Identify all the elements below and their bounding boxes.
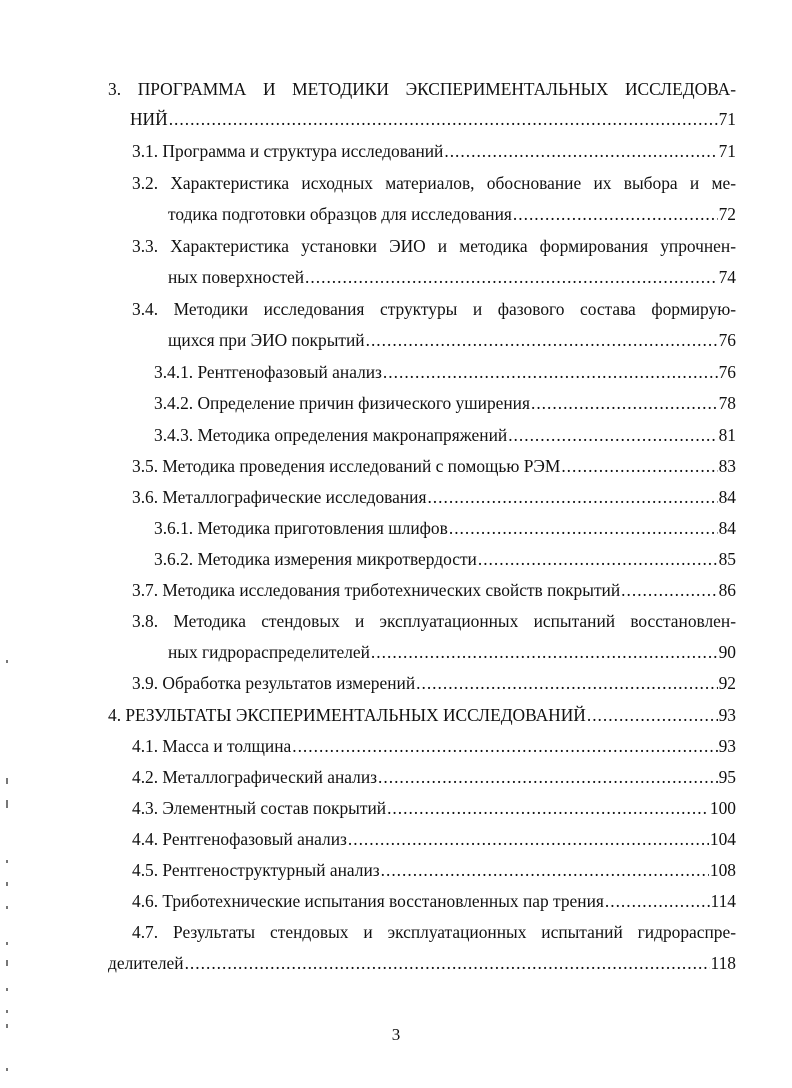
toc-entry-3-4-1 bbox=[154, 361, 736, 383]
toc-entry-text: 4.2. Металлографический анализ bbox=[132, 767, 378, 787]
toc-entry-4-2 bbox=[132, 766, 736, 788]
toc-entry-text: 3.4.3. Методика определения макронапряжений bbox=[154, 425, 508, 445]
toc-page-number: 81 bbox=[718, 425, 736, 445]
toc-entry-text: 4.6. Триботехнические испытания восстановленных пар трения bbox=[132, 891, 604, 911]
toc-entry-text: 3.9. Обработка результатов измерений bbox=[132, 673, 416, 693]
toc-entry-4-3 bbox=[132, 797, 736, 819]
toc-entry-4-1 bbox=[132, 735, 736, 757]
toc-page-number: 72 bbox=[718, 204, 736, 224]
dot-leader bbox=[605, 890, 710, 912]
toc-entry-text: 4.1. Масса и толщина bbox=[132, 736, 292, 756]
toc-page-number: 78 bbox=[718, 393, 736, 413]
dot-leader bbox=[449, 517, 718, 539]
dot-leader bbox=[292, 735, 717, 757]
toc-page-number: 93 bbox=[718, 705, 736, 725]
dot-leader bbox=[587, 704, 718, 726]
toc-entry-text: 3.1. Программа и структура исследований bbox=[132, 141, 444, 161]
toc-entry-3-line1: 3. ПРОГРАММА И МЕТОДИКИ ЭКСПЕРИМЕНТАЛЬНЫХ ИССЛЕДОВА- bbox=[108, 79, 736, 99]
dot-leader bbox=[381, 859, 709, 881]
scan-margin-marks bbox=[2, 660, 14, 1080]
toc-entry-3-6 bbox=[132, 486, 736, 508]
dot-leader bbox=[305, 266, 718, 288]
dot-leader bbox=[416, 672, 717, 694]
toc-page-number: 74 bbox=[718, 267, 736, 287]
toc-entry-text: 3.4.2. Определение причин физического уширения bbox=[154, 393, 530, 413]
toc-page-number: 76 bbox=[718, 362, 736, 382]
toc-entry-text: 4.4. Рентгенофазовый анализ bbox=[132, 829, 347, 849]
toc-entry-text: делителей bbox=[108, 953, 184, 973]
toc-entry-4-7 bbox=[108, 952, 736, 974]
toc-entry-4-6 bbox=[132, 890, 736, 912]
dot-leader bbox=[531, 392, 718, 414]
toc-entry-text: 4.3. Элементный состав покрытий bbox=[132, 798, 387, 818]
toc-page-number: 95 bbox=[718, 767, 736, 787]
toc-entry-text: тодика подготовки образцов для исследования bbox=[168, 204, 512, 224]
toc-entry-text: 4.5. Рентгеноструктурный анализ bbox=[132, 860, 380, 880]
dot-leader bbox=[371, 641, 718, 663]
dot-leader bbox=[621, 579, 717, 601]
toc-page-number: 114 bbox=[710, 891, 736, 911]
dot-leader bbox=[508, 424, 717, 446]
dot-leader bbox=[561, 455, 717, 477]
toc-entry-text: 3.6.2. Методика измерения микротвердости bbox=[154, 549, 477, 569]
toc-entry-3-4-2 bbox=[154, 392, 736, 414]
toc-page-number: 92 bbox=[718, 673, 736, 693]
toc-entry-text: ных поверхностей bbox=[168, 267, 305, 287]
toc-page-number: 71 bbox=[718, 109, 736, 129]
toc-entry-3-8-line1: 3.8. Методика стендовых и эксплуатационных испытаний восстановлен- bbox=[132, 611, 736, 631]
toc-page-number: 83 bbox=[718, 456, 736, 476]
toc-entry-text: ных гидрораспределителей bbox=[168, 642, 370, 662]
toc-page-number: 90 bbox=[718, 642, 736, 662]
toc-entry-3-8 bbox=[168, 641, 736, 663]
toc-entry-text: 3.7. Методика исследования триботехнических свойств покрытий bbox=[132, 580, 621, 600]
toc-entry-3-4 bbox=[168, 329, 736, 351]
toc-entry-3-5 bbox=[132, 455, 736, 477]
toc-page-number: 93 bbox=[718, 736, 736, 756]
toc-page-number: 71 bbox=[718, 141, 736, 161]
toc-entry-3 bbox=[130, 108, 736, 130]
dot-leader bbox=[185, 952, 710, 974]
dot-leader bbox=[348, 828, 709, 850]
toc-entry-4 bbox=[108, 704, 736, 726]
dot-leader bbox=[383, 361, 718, 383]
toc-entry-4-4 bbox=[132, 828, 736, 850]
toc-entry-3-6-1 bbox=[154, 517, 736, 539]
toc-entry-text: щихся при ЭИО покрытий bbox=[168, 330, 365, 350]
dot-leader bbox=[169, 108, 718, 130]
toc-entry-3-3 bbox=[168, 266, 736, 288]
toc-entry-3-2 bbox=[168, 203, 736, 225]
toc-entry-3-6-2 bbox=[154, 548, 736, 570]
toc-page-number: 108 bbox=[709, 860, 736, 880]
toc-page-number: 118 bbox=[710, 953, 736, 973]
toc-entry-4-7-line1: 4.7. Результаты стендовых и эксплуатационных испытаний гидрораспре- bbox=[132, 922, 736, 942]
toc-entry-3-1 bbox=[132, 140, 736, 162]
toc-entry-4-5 bbox=[132, 859, 736, 881]
toc-entry-3-7 bbox=[132, 579, 736, 601]
toc-page-number: 84 bbox=[718, 487, 736, 507]
toc-entry-text: 3.6.1. Методика приготовления шлифов bbox=[154, 518, 448, 538]
toc-page-number: 86 bbox=[718, 580, 736, 600]
toc-entry-3-4-3 bbox=[154, 424, 736, 446]
toc-entry-3-4-line1: 3.4. Методики исследования структуры и фазового состава формирую- bbox=[132, 299, 736, 319]
dot-leader bbox=[444, 140, 717, 162]
toc-page-number: 104 bbox=[709, 829, 736, 849]
toc-entry-3-3-line1: 3.3. Характеристика установки ЭИО и методика формирования упрочнен- bbox=[132, 236, 736, 256]
dot-leader bbox=[387, 797, 709, 819]
dot-leader bbox=[378, 766, 718, 788]
toc-entry-text: 3.6. Металлографические исследования bbox=[132, 487, 427, 507]
dot-leader bbox=[513, 203, 718, 225]
toc-page-number: 84 bbox=[718, 518, 736, 538]
toc-page-number: 85 bbox=[718, 549, 736, 569]
toc-entry-text: 4. РЕЗУЛЬТАТЫ ЭКСПЕРИМЕНТАЛЬНЫХ ИССЛЕДОВАНИЙ bbox=[108, 705, 586, 725]
page-number: 3 bbox=[391, 1025, 401, 1044]
dot-leader bbox=[366, 329, 718, 351]
dot-leader bbox=[478, 548, 718, 570]
toc-entry-3-9 bbox=[132, 672, 736, 694]
toc-page-number: 100 bbox=[709, 798, 736, 818]
toc-entry-text: 3.5. Методика проведения исследований с помощью РЭМ bbox=[132, 456, 561, 476]
toc-entry-text: 3.4.1. Рентгенофазовый анализ bbox=[154, 362, 382, 382]
dot-leader bbox=[427, 486, 717, 508]
toc-page-number: 76 bbox=[718, 330, 736, 350]
toc-entry-text: НИЙ bbox=[130, 109, 168, 129]
toc-entry-3-2-line1: 3.2. Характеристика исходных материалов, обоснование их выбора и ме- bbox=[132, 173, 736, 193]
